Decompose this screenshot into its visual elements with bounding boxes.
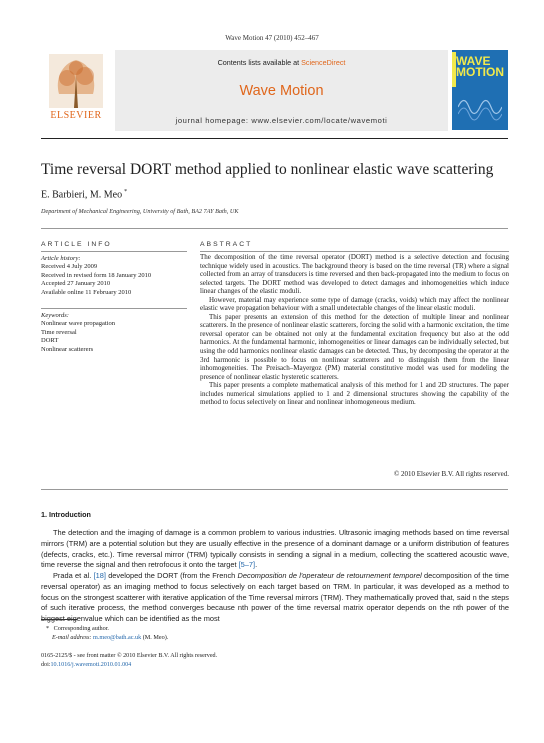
- copyright-notice: © 2010 Elsevier B.V. All rights reserved.: [393, 470, 509, 478]
- intro-p2-italic: Decomposition de l'operateur de retournement temporel: [237, 571, 422, 580]
- article-title: Time reversal DORT method applied to nonlinear elastic wave scattering: [41, 161, 494, 178]
- history-line: Available online 11 February 2010: [41, 288, 132, 296]
- sciencedirect-link[interactable]: ScienceDirect: [301, 58, 346, 67]
- email-suffix: (M. Meo).: [141, 634, 169, 641]
- email-link[interactable]: m.meo@bath.ac.uk: [93, 634, 142, 641]
- journal-citation: Wave Motion 47 (2010) 452–467: [225, 34, 319, 42]
- issn-line: 0165-2125/$ - see front matter © 2010 Elsevier B.V. All rights reserved.: [41, 653, 218, 659]
- abstract-paragraph: The decomposition of the time reversal operator (DORT) method is a selective detection and focusing technique widely used in acoustics. The background theory is based on the time reversal (TR) where a signal collected from an array of transducers is time reversed and then back-propagated into the medium to focus on selected targets. The DORT method was developed to detect damages and inhomogeneities which induce linear changes of the elastic moduli.: [200, 253, 509, 296]
- keyword: Time reversal: [41, 328, 77, 336]
- citation-link[interactable]: [18]: [93, 571, 106, 580]
- email-label: E-mail address:: [52, 634, 92, 641]
- homepage-url[interactable]: www.elsevier.com/locate/wavemoti: [251, 116, 388, 125]
- keyword: Nonlinear wave propagation: [41, 320, 116, 328]
- history-line: Received in revised form 18 January 2010: [41, 271, 152, 279]
- abstract-body: [200, 253, 509, 407]
- header-rule: [41, 138, 508, 139]
- footnote-rule: [41, 619, 77, 620]
- footnote-label: Corresponding author.: [53, 625, 109, 632]
- keywords-label: Keywords:: [41, 312, 69, 319]
- abstract-paragraph: However, material may experience some type of damage (cracks, voids) which may affect the nonlinear elastic wave propagation behaviour with a small undetectable changes of the linear elastic moduli.: [200, 295, 509, 313]
- authors-text: E. Barbieri, M. Meo: [41, 189, 123, 201]
- doi-line: [41, 662, 131, 668]
- introduction-heading: 1. Introduction: [41, 510, 91, 519]
- article-info-rule: [41, 251, 187, 252]
- doi-prefix: doi:: [41, 662, 51, 668]
- citation-link[interactable]: [5–7]: [238, 560, 256, 570]
- cover-wave-graphic: [458, 90, 502, 124]
- footnote-email: [52, 634, 168, 641]
- abstract-paragraph: This paper presents an extension of this method for the detection of multiple linear and nonlinear scatterers. In the presence of nonlinear elastic scatterers, forcing the solid with a harmonic excitation, the time reversal operator can be obtained not only at the fundamental excitation frequency but also at the odd harmonics. At the fundamental harmonic, inhomogeneities or linear damages can be individually selected, but using the odd harmonics nonlinear elastic damages can be detected. Thus, by decomposing the operator at the 3rd harmonic is possible to focus on nonlinear scatterers and to distinguish them from the linear inhomogeneities. The Preisach–Mayergoz (PM) material constitutive model was used for modeling the presence of nonlinear elastic hysteretic scatterers.: [200, 312, 509, 381]
- cover-title: WAVE MOTION: [456, 54, 504, 79]
- intro-p2-end: decomposition of the time reversal operator) as an imaging method to focus selectively on each target based on TRM. In particular, it was developed as a method to focus on the strongest scatterer with iterative application of the Time reversal mirrors (TRM). They mathematically proved that, said n the steps of such iterative process, the method converges because nth power of the time reversal matrix operator depends on the nth power of the biggest eigenvalue which can be identified as the most: [41, 571, 509, 623]
- keywords-rule: [41, 308, 187, 309]
- affiliation: Department of Mechanical Engineering, University of Bath, BA2 7AY Bath, UK: [41, 208, 239, 215]
- author-list: [41, 189, 127, 200]
- keyword: Nonlinear scatterers: [41, 345, 94, 353]
- abstract-rule: [200, 251, 509, 252]
- contents-prefix: Contents lists available at: [217, 58, 302, 67]
- introduction-body: [41, 528, 509, 625]
- abstract-heading: ABSTRACT: [200, 241, 253, 248]
- history-line: Accepted 27 January 2010: [41, 280, 111, 288]
- article-info-heading: ARTICLE INFO: [41, 241, 112, 248]
- author-footnote-mark[interactable]: *: [124, 189, 128, 195]
- footnote-mark: *: [46, 625, 50, 632]
- keyword: DORT: [41, 337, 59, 345]
- doi-link[interactable]: 10.1016/j.wavemoti.2010.01.004: [50, 662, 132, 668]
- intro-p2-mid: developed the DORT (from the French: [105, 571, 238, 580]
- intro-paragraph-1: [41, 528, 509, 571]
- homepage-prefix: journal homepage:: [175, 116, 252, 125]
- intro-p2-start: Prada et al.: [53, 571, 94, 580]
- end-abstract-rule: [41, 489, 508, 490]
- section-rule: [41, 228, 508, 229]
- abstract-paragraph: This paper presents a complete mathematical analysis of this method for 1 and 2D structures. The paper includes numerical simulations applied to 1 and 2 dimensional structures showing the capability of the method to focus selectively on linear and nonlinear inhomogeneous medium.: [200, 381, 509, 407]
- contents-line: [115, 58, 448, 67]
- intro-p1-text: The detection and the imaging of damage is a common problem to various industries. Ultrasonic imaging methods based on time reversal mirrors (TRM) are a potential solution but they are usually effective in the presence of a dominant damage or a uniform distribution of features (defects, cracks, etc.). Time reversal mirror (TRM) typically consists in sending a signal in a medium, collecting the scattered acoustic wave, time reverse the signal and then retrofocus it onto the target: [41, 528, 509, 570]
- intro-p1-end: .: [255, 560, 258, 570]
- journal-cover-image: [452, 50, 508, 130]
- history-label: Article history:: [41, 255, 81, 262]
- journal-name: Wave Motion: [239, 83, 324, 99]
- history-line: Received 4 July 2009: [41, 263, 98, 271]
- elsevier-logo-text: ELSEVIER: [50, 110, 102, 121]
- footnote-corresponding: [46, 625, 109, 632]
- intro-paragraph-2: [41, 571, 509, 625]
- journal-homepage: [115, 116, 448, 125]
